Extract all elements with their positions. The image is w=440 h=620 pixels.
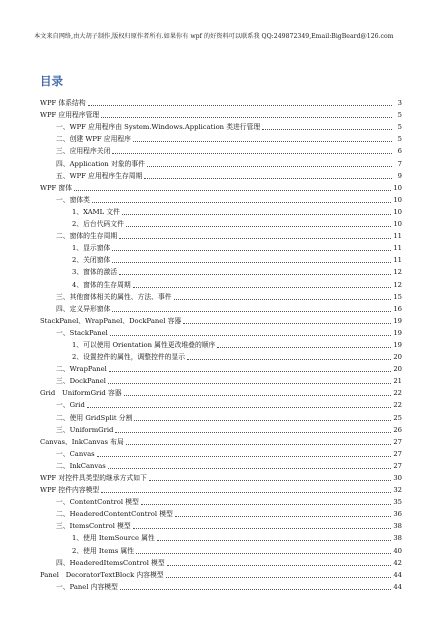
toc-entry[interactable] — [40, 568, 402, 580]
toc-entry-label: 三、应用程序关闭 — [56, 147, 111, 156]
toc-entry-page: 22 — [393, 389, 402, 398]
toc-entry[interactable] — [40, 302, 402, 314]
toc-entry-label: 2、关闭窗体 — [72, 256, 111, 265]
toc-leader-dots — [166, 577, 392, 578]
toc-entry-page: 27 — [393, 437, 402, 446]
toc-entry-page: 12 — [393, 268, 402, 277]
toc-entry[interactable] — [40, 290, 402, 302]
toc-entry[interactable] — [40, 447, 402, 459]
toc-entry-page: 16 — [393, 304, 402, 313]
toc-entry[interactable] — [40, 314, 402, 326]
toc-entry[interactable] — [40, 156, 402, 168]
toc-entry-label: WPF 控件内容模型 — [40, 486, 100, 495]
toc-leader-dots — [87, 407, 392, 408]
toc-leader-dots — [183, 323, 391, 324]
toc-entry[interactable] — [40, 507, 402, 519]
toc-leader-dots — [175, 516, 392, 517]
toc-entry-label: 二、创建 WPF 应用程序 — [56, 135, 131, 144]
toc-leader-dots — [92, 202, 391, 203]
toc-entry[interactable] — [40, 144, 402, 156]
toc-entry[interactable] — [40, 531, 402, 543]
toc-entry[interactable] — [40, 277, 402, 289]
toc-entry-page: 32 — [393, 486, 402, 495]
toc-entry-label: 一、Grid — [56, 401, 85, 410]
toc-leader-dots — [133, 528, 392, 529]
toc-entry[interactable] — [40, 483, 402, 495]
toc-entry-page: 15 — [393, 292, 402, 301]
toc-entry[interactable] — [40, 423, 402, 435]
toc-entry-page: 9 — [397, 171, 402, 180]
toc-entry-label: 二、HeaderedContentControl 模型 — [56, 510, 173, 519]
toc-entry-label: 4、窗体的生存周期 — [72, 280, 131, 289]
toc-entry-page: 36 — [393, 510, 402, 519]
toc-entry-page: 3 — [397, 99, 402, 108]
toc-leader-dots — [167, 565, 392, 566]
toc-entry-page: 20 — [393, 365, 402, 374]
toc-entry[interactable] — [40, 265, 402, 277]
toc-entry-label: WPF 对控件具类型的继承方式如下 — [40, 474, 147, 482]
toc-entry[interactable] — [40, 556, 402, 568]
toc-entry-page: 40 — [393, 546, 402, 555]
toc-entry[interactable] — [40, 459, 402, 471]
toc-entry-label: 三、ItemsControl 模型 — [56, 522, 131, 531]
toc-entry-page: 12 — [393, 280, 402, 289]
toc-entry[interactable] — [40, 519, 402, 531]
toc-entry-page: 5 — [397, 123, 402, 132]
toc-entry[interactable] — [40, 495, 402, 507]
toc-entry[interactable] — [40, 338, 402, 350]
toc-entry-page: 11 — [393, 232, 402, 241]
toc-entry-page: 22 — [393, 401, 402, 410]
toc-entry-page: 10 — [393, 195, 402, 204]
toc-leader-dots — [187, 359, 391, 360]
toc-entry-page: 10 — [393, 183, 402, 192]
toc-leader-dots — [157, 540, 392, 541]
toc-entry-page: 27 — [393, 461, 402, 470]
toc-entry-label: 二、InkCanvas — [56, 461, 106, 470]
toc-leader-dots — [120, 589, 392, 590]
toc-entry-page: 19 — [393, 316, 402, 325]
toc-entry-label: Grid UniformGrid 容器 — [40, 389, 122, 398]
toc-entry-page: 25 — [393, 413, 402, 422]
toc-leader-dots — [115, 432, 391, 433]
toc-leader-dots — [108, 468, 392, 469]
toc-leader-dots — [101, 492, 391, 493]
toc-entry[interactable] — [40, 181, 402, 193]
toc-entry-page: 19 — [393, 340, 402, 349]
toc-entry[interactable] — [40, 326, 402, 338]
toc-leader-dots — [112, 262, 391, 263]
toc-entry-page: 11 — [393, 256, 402, 265]
toc-entry-label: WPF 窗体 — [40, 183, 73, 192]
toc-entry-page: 10 — [393, 220, 402, 229]
toc-entry-label: 二、WrapPanel — [56, 365, 107, 374]
toc-title: 目录 — [40, 74, 63, 88]
toc-entry[interactable] — [40, 386, 402, 398]
toc-entry-label: WPF 体系结构 — [40, 99, 86, 108]
toc-leader-dots — [109, 371, 392, 372]
toc-entry-label: 一、Canvas — [56, 449, 95, 458]
toc-entry-page: 10 — [393, 207, 402, 216]
toc-entry[interactable] — [40, 169, 402, 181]
toc-leader-dots — [141, 504, 392, 505]
toc-leader-dots — [119, 238, 391, 239]
toc-entry[interactable] — [40, 120, 402, 132]
toc-leader-dots — [144, 178, 392, 179]
toc-entry-label: 三、DockPanel — [56, 377, 106, 386]
toc-entry[interactable] — [40, 543, 402, 555]
toc-entry-label: 四、HeaderedItemsControl 模型 — [56, 558, 165, 567]
toc-entry-label: 一、窗体类 — [56, 195, 90, 204]
toc-entry-page: 21 — [393, 377, 402, 386]
toc-leader-dots — [217, 347, 391, 348]
toc-entry-page: 5 — [397, 135, 402, 144]
toc-entry-label: 2、使用 Items 属性 — [72, 546, 135, 555]
toc-leader-dots — [126, 444, 392, 445]
toc-entry-page: 38 — [393, 522, 402, 531]
toc-entry-page: 6 — [397, 147, 402, 156]
toc-entry-label: 二、使用 GridSplit 分割 — [56, 413, 133, 422]
toc-entry[interactable] — [40, 96, 402, 108]
toc-leader-dots — [124, 395, 392, 396]
toc-leader-dots — [112, 153, 392, 154]
toc-entry-label: StackPanel、WrapPanel、DockPanel 容器 — [40, 316, 182, 325]
toc-leader-dots — [149, 480, 392, 481]
toc-leader-dots — [112, 311, 391, 312]
toc-entry-page: 26 — [393, 425, 402, 434]
toc-leader-dots — [136, 553, 391, 554]
toc-leader-dots — [74, 190, 391, 191]
toc-entry[interactable] — [40, 205, 402, 217]
toc-leader-dots — [101, 117, 392, 118]
toc-entry-label: 一、Panel 内容模型 — [56, 582, 118, 591]
toc-leader-dots — [97, 456, 392, 457]
toc-entry-label: Canvas、InkCanvas 布局 — [40, 437, 124, 446]
toc-entry-label: Panel DecoratorTextBlock 内容模型 — [40, 570, 164, 579]
toc-entry-page: 38 — [393, 534, 402, 543]
toc-leader-dots — [122, 214, 391, 215]
toc-entry[interactable] — [40, 108, 402, 120]
toc-entry[interactable] — [40, 374, 402, 386]
toc-leader-dots — [174, 299, 392, 300]
toc-entry-label: 一、StackPanel — [56, 328, 108, 337]
toc-entry-label: 二、窗体的生存周期 — [56, 232, 118, 241]
toc-leader-dots — [133, 141, 392, 142]
toc-entry[interactable] — [40, 580, 402, 592]
toc-entry-page: 5 — [397, 111, 402, 120]
toc-leader-dots — [88, 105, 392, 106]
toc-entry[interactable] — [40, 362, 402, 374]
toc-leader-dots — [119, 274, 391, 275]
toc-entry-page: 20 — [393, 353, 402, 362]
toc-leader-dots — [108, 383, 391, 384]
toc-entry-page: 19 — [393, 328, 402, 337]
toc-entry-label: 四、Application 对象的事件 — [56, 159, 145, 168]
toc-leader-dots — [112, 250, 391, 251]
toc-entry[interactable] — [40, 398, 402, 410]
toc-entry[interactable] — [40, 410, 402, 422]
toc-entry-label: 1、使用 ItemSource 属性 — [72, 534, 155, 543]
toc-entry-label: 四、定义异形窗体 — [56, 304, 111, 313]
table-of-contents — [40, 96, 402, 592]
toc-entry[interactable] — [40, 132, 402, 144]
toc-entry-label: 五、WPF 应用程序生存周期 — [56, 171, 143, 180]
toc-entry-label: 一、ContentControl 模型 — [56, 498, 139, 507]
toc-entry-page: 42 — [393, 558, 402, 567]
page-header-note: 本文来自网络,由大胡子制作,版权归原作者所有.如果你有 wpf 的好资料可以联系我 QQ:249872349,Email:BigBeard@126.com — [34, 33, 394, 40]
toc-entry[interactable] — [40, 435, 402, 447]
toc-entry-page: 30 — [393, 474, 402, 482]
toc-entry-label: 1、显示窗体 — [72, 244, 111, 253]
toc-entry-label: 1、可以使用 Orientation 属性更改堆叠的顺序 — [72, 340, 216, 349]
toc-entry[interactable] — [40, 217, 402, 229]
toc-leader-dots — [126, 226, 391, 227]
toc-entry[interactable] — [40, 229, 402, 241]
toc-entry[interactable] — [40, 253, 402, 265]
toc-leader-dots — [262, 129, 392, 130]
toc-entry-page: 44 — [393, 570, 402, 579]
toc-entry-label: 2、设置控件的属性，调整控件的显示 — [72, 353, 186, 362]
toc-entry-label: 三、其他窗体相关的属性、方法、事件 — [56, 292, 172, 301]
toc-leader-dots — [134, 420, 391, 421]
toc-leader-dots — [133, 287, 392, 288]
toc-entry-label: WPF 应用程序管理 — [40, 111, 100, 120]
toc-entry-label: 3、窗体的激活 — [72, 268, 118, 277]
toc-entry[interactable] — [40, 471, 402, 483]
toc-entry-label: 1、XAML 文件 — [72, 207, 120, 216]
toc-leader-dots — [147, 166, 392, 167]
toc-entry[interactable] — [40, 193, 402, 205]
toc-entry[interactable] — [40, 241, 402, 253]
toc-entry-page: 44 — [393, 582, 402, 591]
toc-entry-label: 三、UniformGrid — [56, 425, 114, 434]
toc-entry-page: 35 — [393, 498, 402, 507]
toc-leader-dots — [110, 335, 391, 336]
toc-entry-page: 7 — [397, 159, 402, 168]
toc-entry-label: 一、WPF 应用程序由 System.Windows.Application 类进行管理 — [56, 123, 261, 132]
toc-entry-label: 2、后台代码文件 — [72, 220, 124, 229]
toc-entry[interactable] — [40, 350, 402, 362]
toc-entry-page: 27 — [393, 449, 402, 458]
toc-entry-page: 11 — [393, 244, 402, 253]
